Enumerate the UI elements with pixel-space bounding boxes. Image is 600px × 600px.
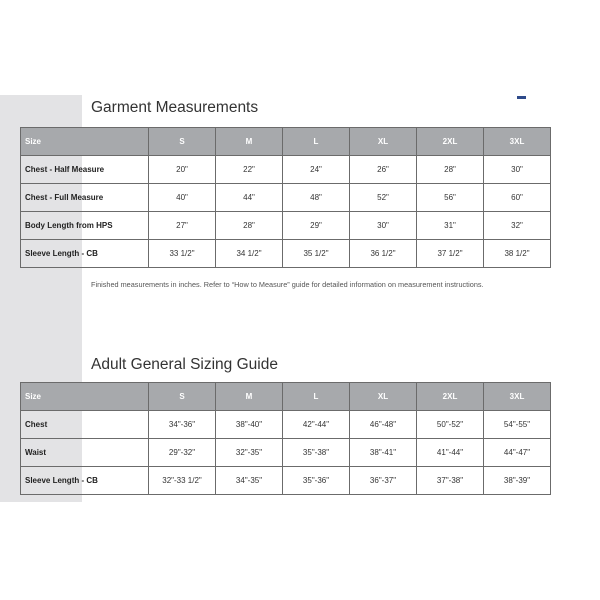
sizing-guide-title: Adult General Sizing Guide — [91, 356, 278, 373]
table-cell: 34"-35" — [216, 467, 283, 495]
table-cell: 32"-33 1/2" — [149, 467, 216, 495]
header-cell: M — [216, 383, 283, 411]
header-cell: L — [283, 128, 350, 156]
table-cell: 37"-38" — [417, 467, 484, 495]
table-cell: 29"-32" — [149, 439, 216, 467]
row-label: Body Length from HPS — [21, 212, 149, 240]
header-cell: Size — [21, 383, 149, 411]
header-cell: 3XL — [484, 383, 551, 411]
header-cell: M — [216, 128, 283, 156]
table-cell: 34"-36" — [149, 411, 216, 439]
table-cell: 48" — [283, 184, 350, 212]
table-cell: 32"-35" — [216, 439, 283, 467]
header-cell: L — [283, 383, 350, 411]
table-cell: 31" — [417, 212, 484, 240]
header-cell: S — [149, 128, 216, 156]
table-cell: 46"-48" — [350, 411, 417, 439]
header-cell: XL — [350, 383, 417, 411]
table-row — [21, 467, 551, 495]
table-cell: 54"-55" — [484, 411, 551, 439]
table-cell: 22" — [216, 156, 283, 184]
table-header-row — [21, 128, 551, 156]
table-row — [21, 240, 551, 268]
header-cell: 2XL — [417, 383, 484, 411]
header-cell: S — [149, 383, 216, 411]
table-cell: 29" — [283, 212, 350, 240]
table-cell: 20" — [149, 156, 216, 184]
table-cell: 56" — [417, 184, 484, 212]
measurement-note: Finished measurements in inches. Refer to “How to Measure” guide for detailed information on measurement instructions. — [91, 280, 484, 289]
table-cell: 35 1/2" — [283, 240, 350, 268]
table-row — [21, 212, 551, 240]
row-label: Chest - Full Measure — [21, 184, 149, 212]
table-header-row — [21, 383, 551, 411]
sizing-guide-table — [20, 382, 551, 495]
table-cell: 35"-36" — [283, 467, 350, 495]
table-cell: 50"-52" — [417, 411, 484, 439]
table-cell: 52" — [350, 184, 417, 212]
table-cell: 42"-44" — [283, 411, 350, 439]
table-cell: 44"-47" — [484, 439, 551, 467]
table-cell: 28" — [417, 156, 484, 184]
accent-mark — [517, 96, 526, 99]
table-cell: 60" — [484, 184, 551, 212]
garment-measurements-table — [20, 127, 551, 268]
header-cell: Size — [21, 128, 149, 156]
table-cell: 27" — [149, 212, 216, 240]
table-row — [21, 439, 551, 467]
table-cell: 44" — [216, 184, 283, 212]
table-cell: 40" — [149, 184, 216, 212]
table-row — [21, 156, 551, 184]
table-cell: 36 1/2" — [350, 240, 417, 268]
table-row — [21, 184, 551, 212]
header-cell: 3XL — [484, 128, 551, 156]
garment-measurements-title: Garment Measurements — [91, 99, 259, 116]
table-cell: 30" — [350, 212, 417, 240]
table-cell: 33 1/2" — [149, 240, 216, 268]
table-cell: 38 1/2" — [484, 240, 551, 268]
row-label: Sleeve Length - CB — [21, 467, 149, 495]
table-cell: 38"-41" — [350, 439, 417, 467]
table-cell: 37 1/2" — [417, 240, 484, 268]
table-cell: 30" — [484, 156, 551, 184]
table-cell: 41"-44" — [417, 439, 484, 467]
table-cell: 24" — [283, 156, 350, 184]
table-cell: 35"-38" — [283, 439, 350, 467]
row-label: Waist — [21, 439, 149, 467]
row-label: Sleeve Length - CB — [21, 240, 149, 268]
row-label: Chest - Half Measure — [21, 156, 149, 184]
table-cell: 34 1/2" — [216, 240, 283, 268]
table-cell: 28" — [216, 212, 283, 240]
table-cell: 38"-39" — [484, 467, 551, 495]
table-row — [21, 411, 551, 439]
table-cell: 32" — [484, 212, 551, 240]
row-label: Chest — [21, 411, 149, 439]
header-cell: XL — [350, 128, 417, 156]
header-cell: 2XL — [417, 128, 484, 156]
table-cell: 38"-40" — [216, 411, 283, 439]
table-cell: 26" — [350, 156, 417, 184]
table-cell: 36"-37" — [350, 467, 417, 495]
